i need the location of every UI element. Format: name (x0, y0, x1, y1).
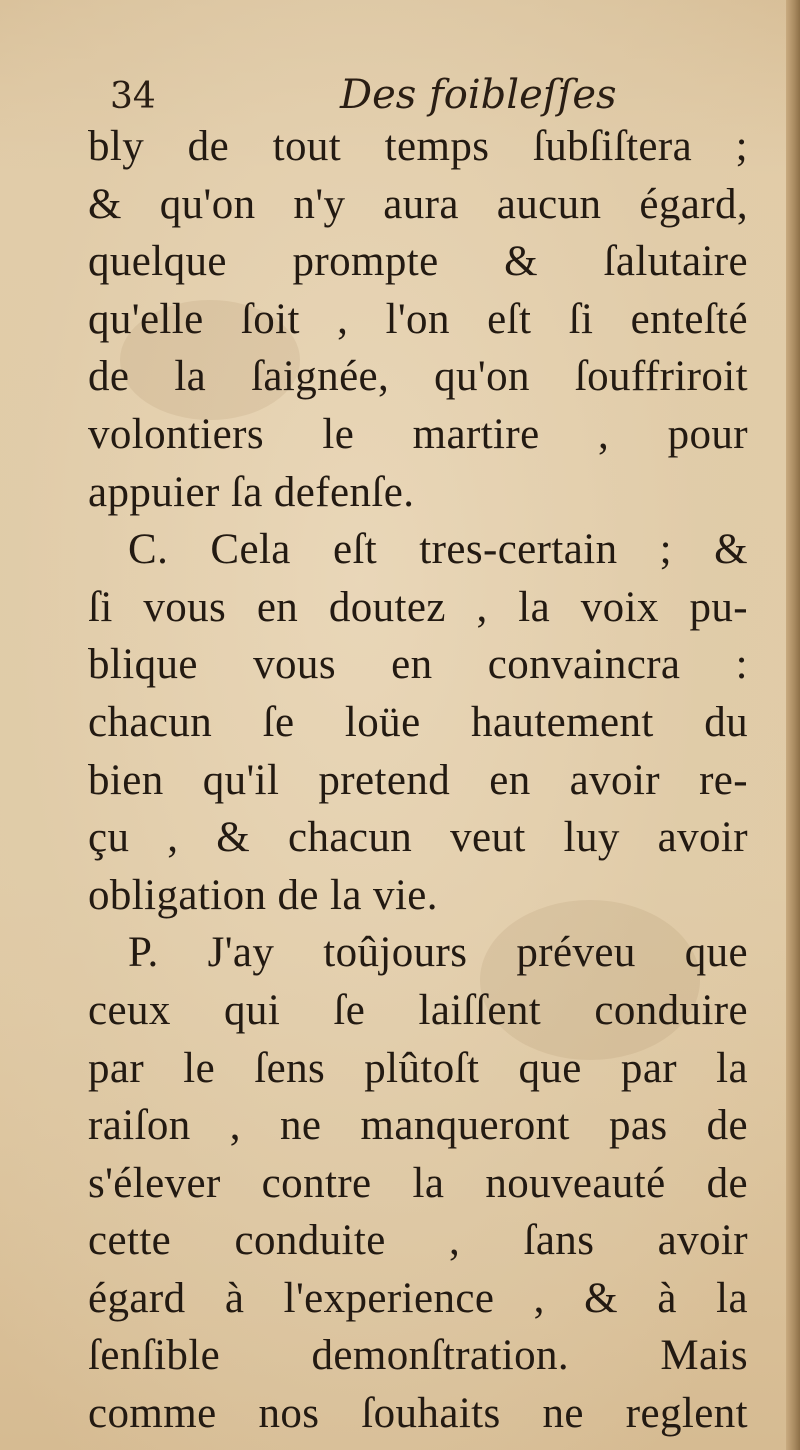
text-line: raiſon , ne manqueront pas de (88, 1102, 748, 1150)
text-line: volontiers le martire , pour (88, 410, 748, 458)
text-line: bien qu'il pretend en avoir re- (88, 756, 748, 804)
text-line: P. J'ay toûjours préveu que (128, 929, 748, 977)
text-line: par le ſens plûtoſt que par la (88, 1044, 748, 1092)
running-head: Des foibleſſes (340, 72, 617, 118)
text-line: appuier ſa defenſe. (88, 468, 415, 516)
page-header (110, 72, 710, 124)
text-line: de la ſaignée, qu'on ſouffriroit (88, 353, 748, 401)
text-line: ceux qui ſe laiſſent conduire (88, 986, 748, 1034)
text-line: qu'elle ſoit , l'on eſt ſi enteſté (88, 295, 748, 343)
text-line: bly de tout temps ſubſiſtera ; (88, 123, 748, 170)
text-line: ſi vous en doutez , la voix pu- (88, 583, 748, 631)
text-line: quelque prompte & ſalutaire (88, 238, 748, 286)
text-line: C. Cela eſt tres-certain ; & (128, 526, 748, 574)
page-number: 34 (110, 76, 156, 117)
page-edge (786, 0, 800, 1450)
text-line: égard à l'experience , & à la (88, 1274, 748, 1322)
text-line: cette conduite , ſans avoir (88, 1217, 748, 1265)
text-line: ſenſible demonſtration. Mais (88, 1332, 748, 1380)
text-line: & qu'on n'y aura aucun égard, (88, 180, 748, 228)
text-line: blique vous en convaincra : (88, 641, 748, 689)
text-line: chacun ſe loüe hautement du (88, 698, 748, 746)
text-line: çu , & chacun veut luy avoir (88, 814, 748, 862)
text-line: s'élever contre la nouveauté de (88, 1159, 748, 1207)
text-line: obligation de la vie. (88, 871, 438, 919)
text-line: comme nos ſouhaits ne reglent (88, 1390, 748, 1438)
body-text (88, 118, 748, 1443)
